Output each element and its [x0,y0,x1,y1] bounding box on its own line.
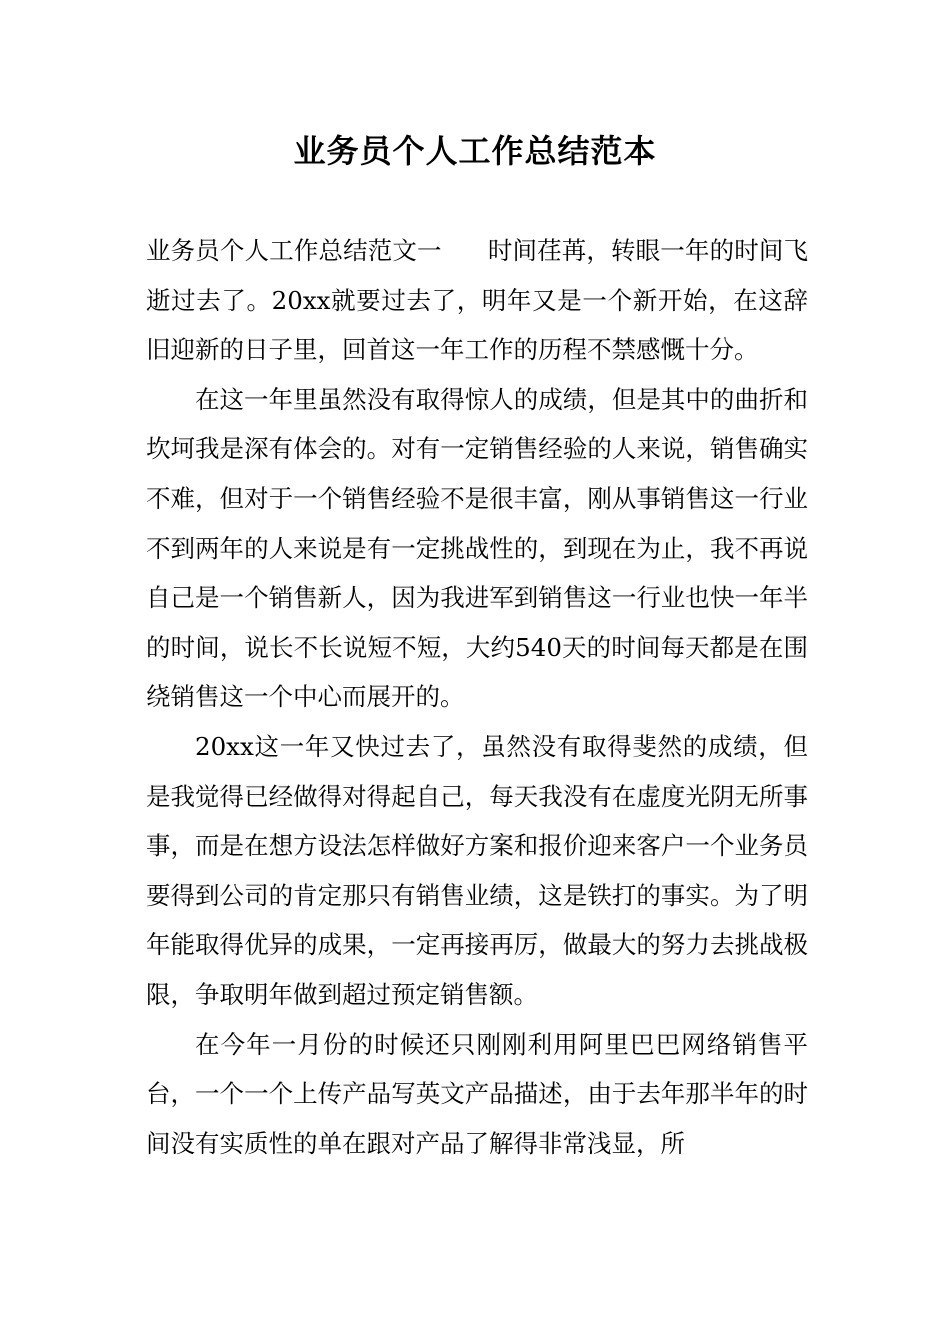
paragraph-1 [146,226,808,375]
document-body [146,226,808,1168]
paragraph-2: 在这一年里虽然没有取得惊人的成绩，但是其中的曲折和坎坷我是深有体会的。对有一定销售经验的人来说，销售确实不难，但对于一个销售经验不是很丰富，刚从事销售这一行业不到两年的人来说是有一定挑战性的，到现在为止，我不再说自己是一个销售新人，因为我进军到销售这一行业也快一年半的时间，说长不长说短不短，大约540天的时间每天都是在围绕销售这一个中心而展开的。 [146,384,808,712]
paragraph-4: 在今年一月份的时候还只刚刚利用阿里巴巴网络销售平台，一个一个上传产品写英文产品描述，由于去年那半年的时间没有实质性的单在跟对产品了解得非常浅显，所 [146,1029,808,1158]
paragraph-1-text: 时间荏苒，转眼一年的时间飞逝过去了。20xx就要过去了，明年又是一个新开始，在这辞旧迎新的日子里，回首这一年工作的历程不禁感慨十分。 [146,236,809,365]
section-heading: 业务员个人工作总结范文一 [146,236,442,265]
document-title: 业务员个人工作总结范本 [293,132,657,170]
paragraph-3: 20xx这一年又快过去了，虽然没有取得斐然的成绩，但是我觉得已经做得对得起自己，每天我没有在虚度光阴无所事事，而是在想方设法怎样做好方案和报价迎来客户一个业务员要得到公司的肯定那只有销售业绩，这是铁打的事实。为了明年能取得优异的成果，一定再接再厉，做最大的努力去挑战极限，争取明年做到超过预定销售额。 [146,731,808,1009]
